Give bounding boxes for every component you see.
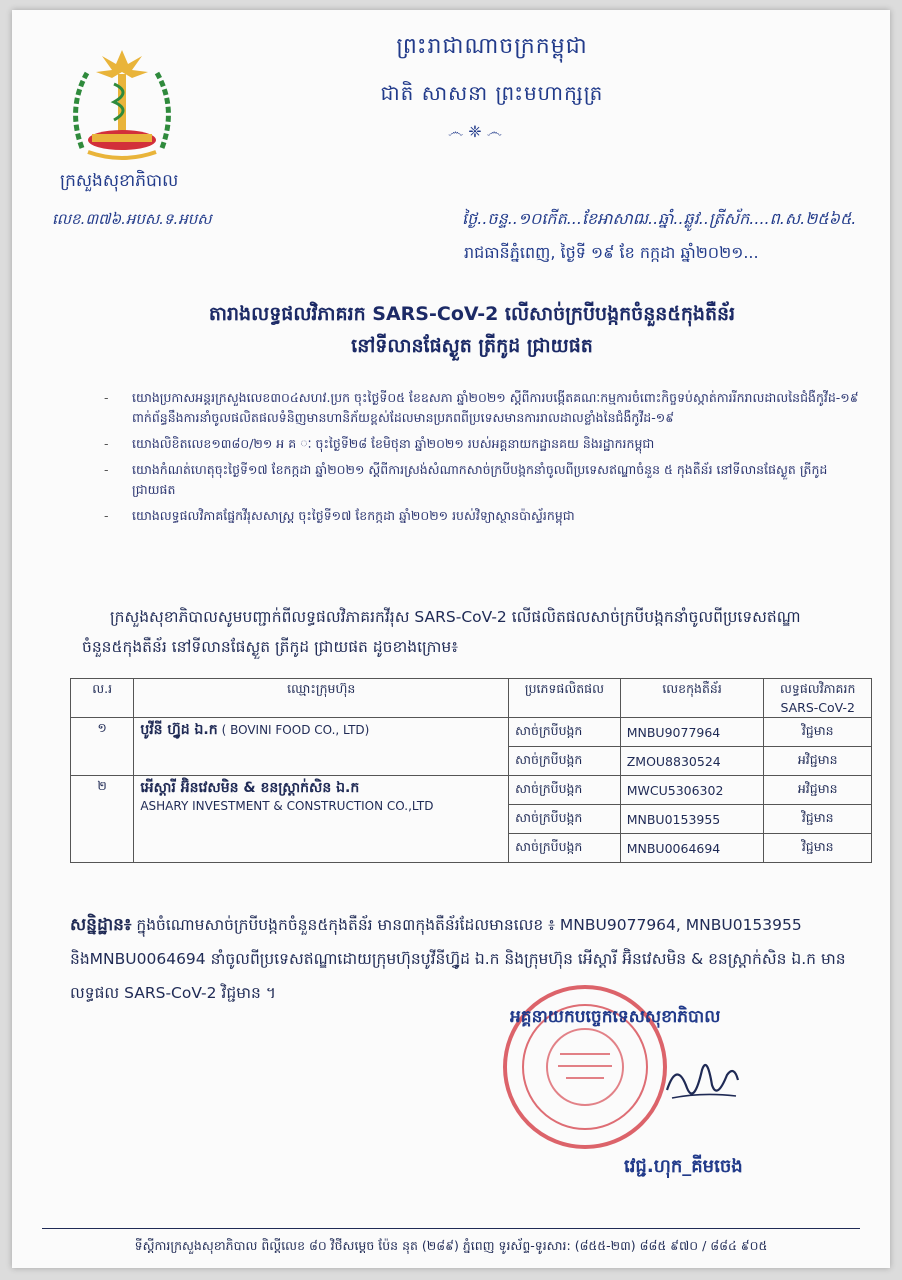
test-result: វិជ្ជមាន [764,834,872,863]
product-type: សាច់ក្របីបង្កក [509,776,621,805]
ornament-divider: ෴ ❈ ෴ [448,122,502,141]
header-result [764,679,872,718]
intro-paragraph: ក្រសួងសុខាភិបាលសូមបញ្ជាក់ពីលទ្ធផលវិភាគរកវីរុស SARS-CoV-2 លើផលិតផលសាច់ក្របីបង្កកនាំចូលពីប្រទេសឥណ្ឌាចំនួន៥កុងតឺន័រ នៅទីលានផែស្ងួត ត្រីកូដ ជ្រាយផត ដូចខាងក្រោម៖ [82,608,801,656]
reference-item: - យោងលទ្ធផលវិភាគផ្នែកវីរុសសាស្ត្រ ចុះថ្ងៃទី១៧ ខែកក្កដា ឆ្នាំ២០២១ របស់វិទ្យាស្ថានប៉ាស្ទ័រកម្ពុជា [104,506,874,526]
lunar-date: ថ្ងៃ..ចន្ទ..១០កើត...ខែអាសាឍ..ឆ្នាំ..ឆ្លូវ..ត្រីស័ក....ព.ស.២៥៦៥. [462,209,857,228]
header-company: ឈ្មោះក្រុមហ៊ុន [134,679,509,718]
kingdom-heading: ព្រះរាជាណាចក្រកម្ពុជា [396,34,588,59]
table-header-row [71,679,872,718]
company-cell [134,718,509,776]
header-result-en: SARS-CoV-2 [780,700,855,715]
conclusion-paragraph [70,908,878,1010]
container-number: MNBU9077964 [620,718,764,747]
container-number: MWCU5306302 [620,776,764,805]
reference-list [104,388,874,532]
row-number: ២ [71,776,134,863]
letter-number: លេខ.៣៧៦.អបស.ទ.អបស [52,210,212,228]
product-type: សាច់ក្របីបង្កក [509,805,621,834]
footer-address: ទីស្តីការក្រសួងសុខាភិបាល ពិល្ដីលេខ ៨០ វិថីសម្ដេច ប៉ែន នុត (២៨៩) ភ្នំពេញ ទូរស័ព្ទ-ទូរសារ: (៨៥៥-២៣) ៨៨៥ ៩៧០ / ៨៨៤ ៩០៥ [134,1238,768,1253]
table-row [71,776,872,805]
test-result: អវិជ្ជមាន [764,776,872,805]
container-number: MNBU0064694 [620,834,764,863]
signatory-title: អគ្គនាយកបច្ចេកទេសសុខាភិបាល [510,1007,721,1027]
signatory-name: វេជ្ជ.ហុក_គីមចេង [624,1156,743,1177]
footer-divider [42,1228,860,1229]
row-number: ១ [71,718,134,776]
conclusion-label: សន្និដ្ឋាន៖ [70,915,132,935]
document-page [12,10,890,1268]
test-result: អវិជ្ជមាន [764,747,872,776]
company-name-en: ASHARY INVESTMENT & CONSTRUCTION CO.,LTD [140,799,434,813]
table-row [71,718,872,747]
company-name-kh: បូវីនី ហ្វ៊ូដ ឯ.ក [140,722,218,738]
test-result: វិជ្ជមាន [764,718,872,747]
header-type: ប្រភេទផលិតផល [509,679,621,718]
test-result: វិជ្ជមាន [764,805,872,834]
reference-item: - យោងកំណត់ហេតុចុះថ្ងៃទី១៧ ខែកក្កដា ឆ្នាំ២០២១ ស្តីពីការស្រង់សំណាកសាច់ក្របីបង្កកនាំចូលពីប្រទេសឥណ្ឌាចំនួន ៥ កុងតឺន័រ នៅទីលានផែស្ងួត ត្រីកូដ ជ្រាយផត [104,460,874,500]
results-table [70,678,872,863]
product-type: សាច់ក្របីបង្កក [509,718,621,747]
company-name-kh: អើស្តារី អ៊ិនវេសមិន & ខនស្ត្រាក់សិន ឯ.ក [140,780,360,796]
container-number: ZMOU8830524 [620,747,764,776]
product-type: សាច់ក្របីបង្កក [509,747,621,776]
product-type: សាច់ក្របីបង្កក [509,834,621,863]
reference-item: - យោងប្រកាសអន្តរក្រសួងលេខ៣០៤សហវ.ប្រក ចុះថ្ងៃទី០៥ ខែឧសភា ឆ្នាំ២០២១ ស្តីពីការបង្កើតគណៈកម្មការចំពោះកិច្ចទប់ស្កាត់ការរីករាលដាលនៃជំងឺកូវីដ-១៩ ពាក់ព័ន្ធនឹងការនាំចូលផលិតផលទំនិញមានហានិភ័យខ្ពស់ដែលមានប្រភពពីប្រទេសមានការរាលដាលខ្លាំងនៃជំងឺកូវីដ-១៩ [104,388,874,428]
reference-item: - យោងលិខិតលេខ១៣៨០/២១ អ គ ៈ ចុះថ្ងៃទី២៨ ខែមិថុនា ឆ្នាំ២០២១ របស់អគ្គនាយកដ្ឋានគយ និងរដ្ឋាករកម្ពុជា [104,434,874,454]
document-subtitle: នៅទីលានផែស្ងួត ត្រីកូដ ជ្រាយផត [351,335,593,357]
company-name-en: ( BOVINI FOOD CO., LTD) [221,723,370,737]
document-title: តារាងលទ្ធផលវិភាគរក SARS-CoV-2 លើសាច់ក្របីបង្កកចំនួន៥កុងតឺន័រ [208,303,736,325]
container-number: MNBU0153955 [620,805,764,834]
conclusion-text: ក្នុងចំណោមសាច់ក្របីបង្កកចំនួន៥កុងតឺន័រ មាន៣កុងតឺន័រដែលមានលេខ ៖ MNBU9077964, MNBU0153955 និងMNBU0064694 នាំចូលពីប្រទេសឥណ្ឌាដោយក្រុមហ៊ុនបូវីនីហ្វ៊ូដ ឯ.ក និងក្រុមហ៊ុន អើស្តារី អ៊ិនវេសមិន & ខនស្ត្រាក់សិន ឯ.ក មានលទ្ធផល SARS-CoV-2 វិជ្ជមាន ។ [70,916,846,1002]
company-cell [134,776,509,863]
header-container: លេខកុងតឺន័រ [620,679,764,718]
header-no: ល.រ [71,679,134,718]
ministry-name: ក្រសួងសុខាភិបាល [60,171,179,191]
header-result-kh: លទ្ធផលវិភាគរក [780,681,856,696]
handwritten-signature [662,1050,742,1114]
solar-date: រាជធានីភ្នំពេញ, ថ្ងៃទី ១៩ ខែ កក្កដា ឆ្នាំ២០២១... [464,243,759,262]
national-motto: ជាតិ សាសនា ព្រះមហាក្សត្រ [380,81,604,105]
ministry-logo [62,48,182,170]
